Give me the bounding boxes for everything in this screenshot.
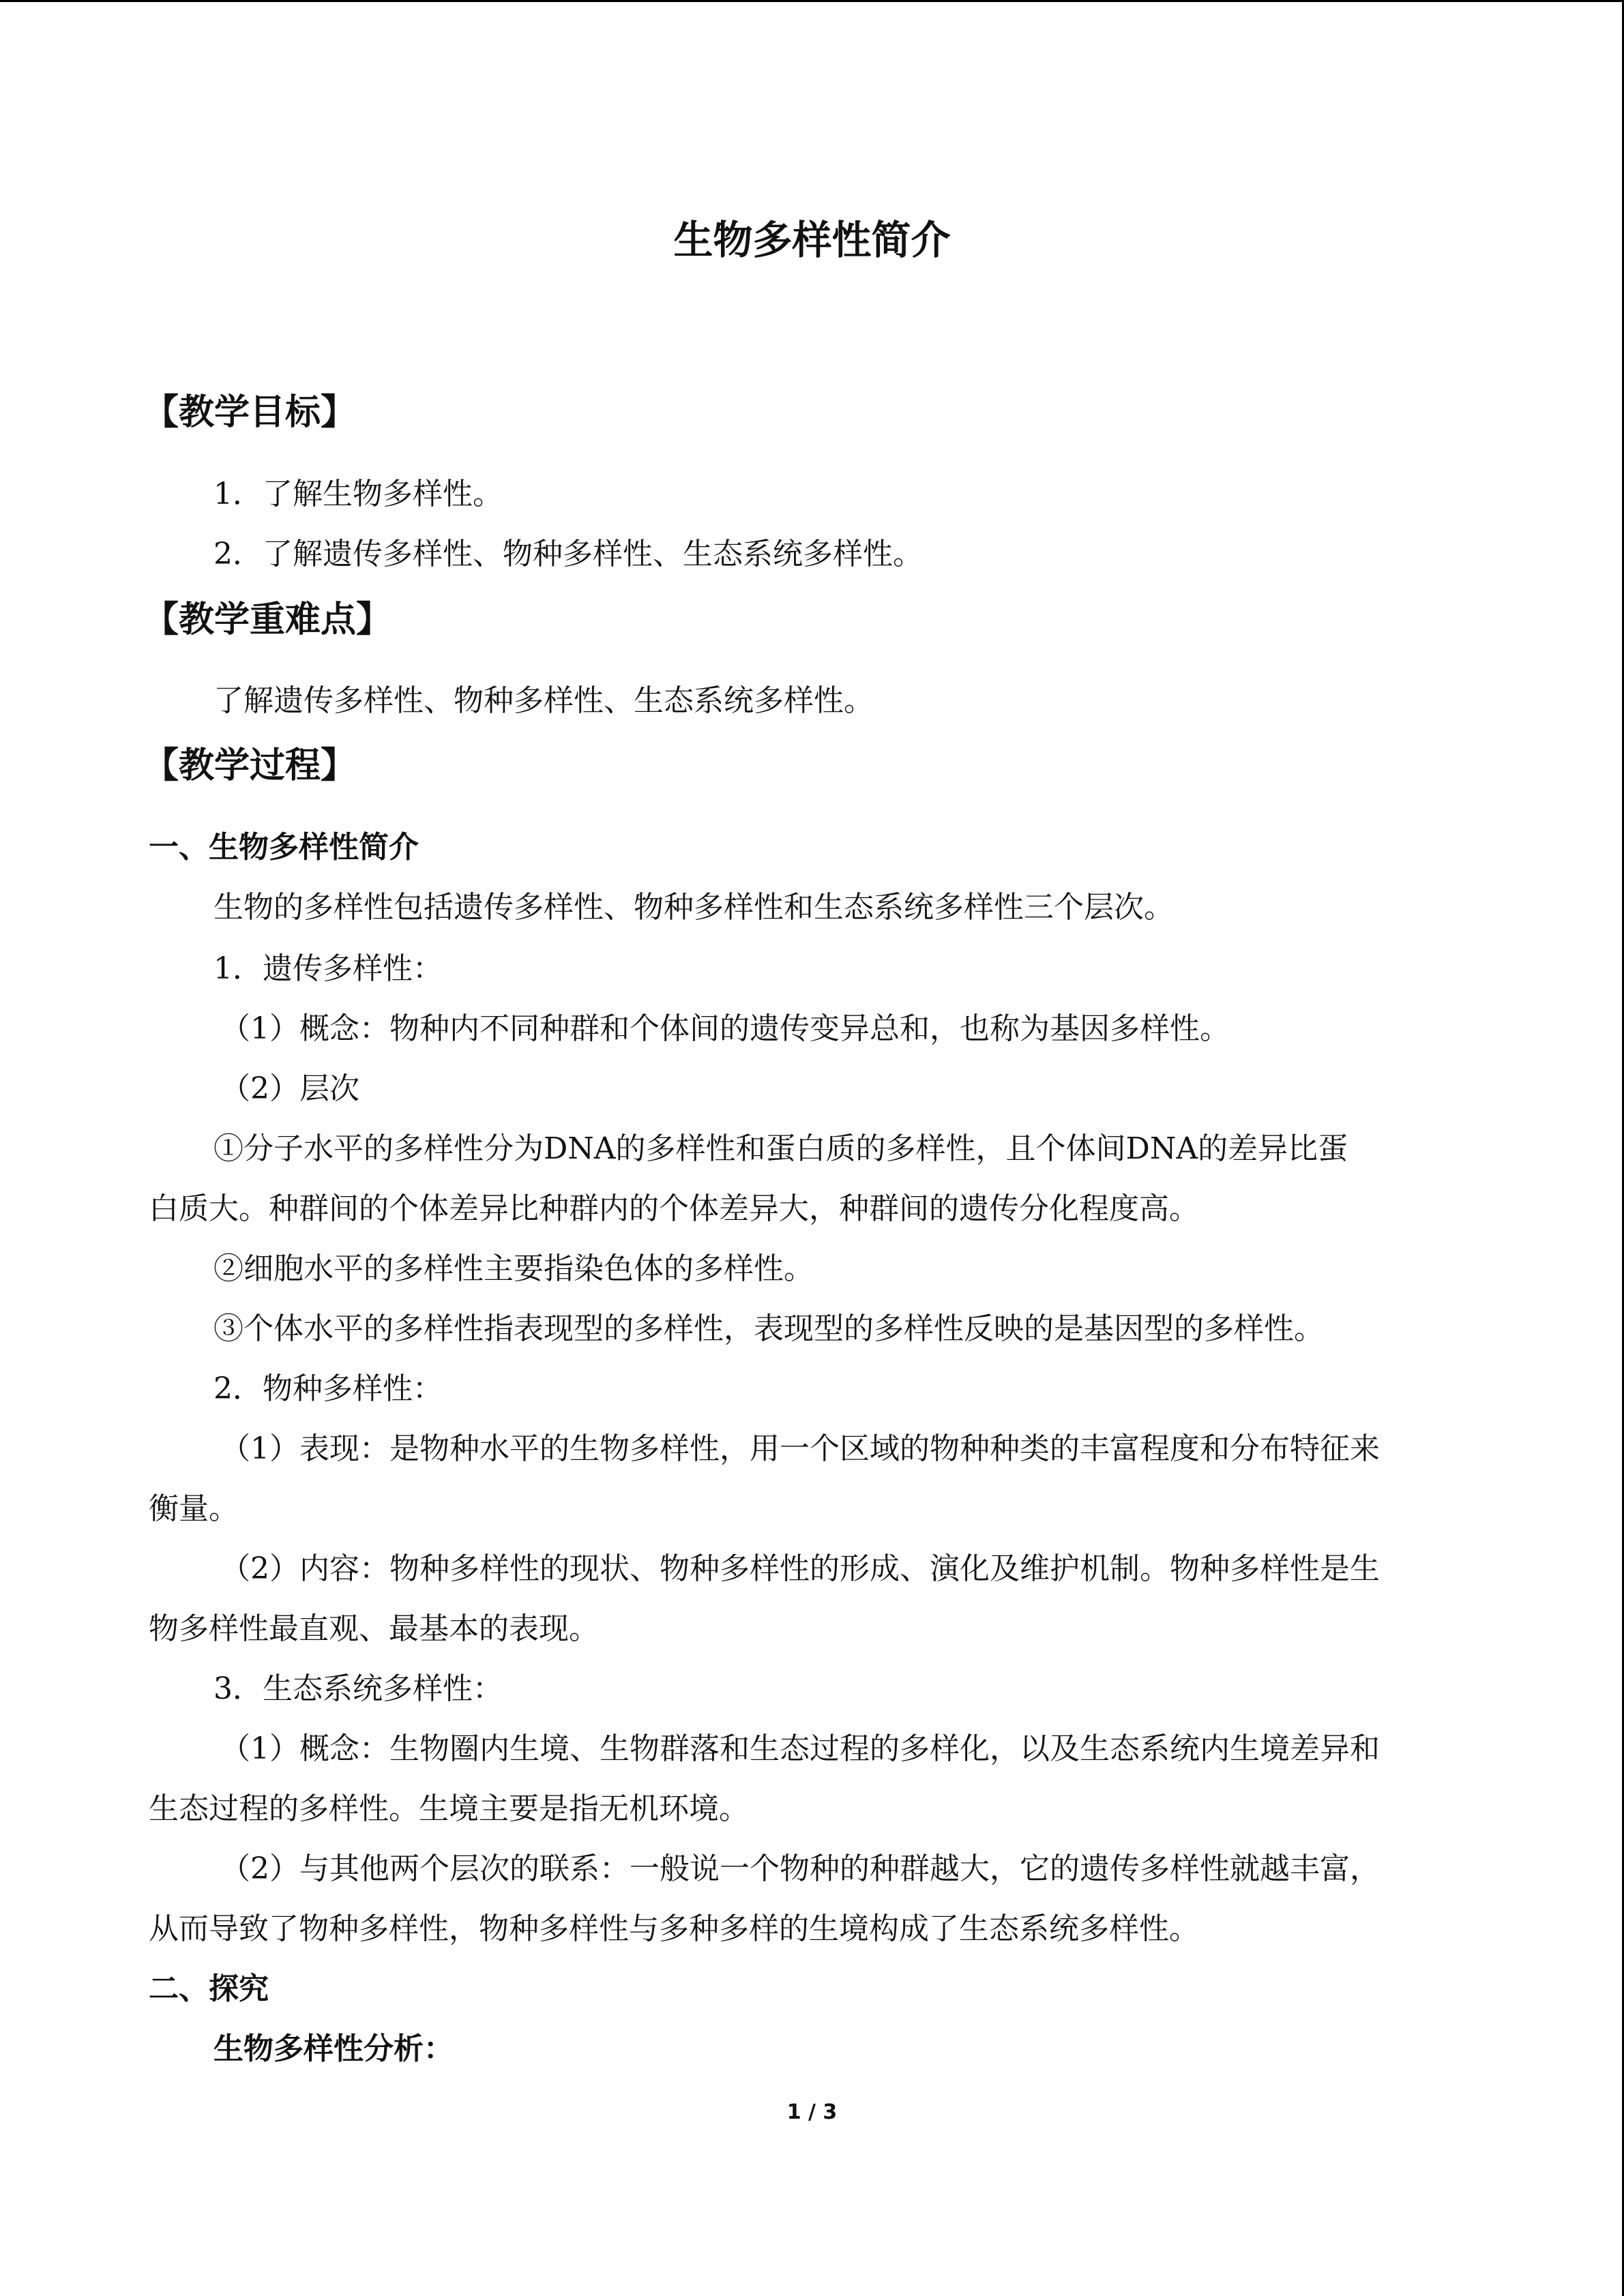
key-points-heading: 【教学重难点】 bbox=[143, 599, 392, 640]
paragraph-line: 3．生态系统多样性： bbox=[213, 1671, 503, 1706]
objectives-heading: 【教学目标】 bbox=[143, 391, 357, 433]
paragraph-line: 白质大。种群间的个体差异比种群内的个体差异大，种群间的遗传分化程度高。 bbox=[149, 1191, 1199, 1226]
paragraph-line: 生态过程的多样性。生境主要是指无机环境。 bbox=[149, 1791, 749, 1826]
key-points-text: 了解遗传多样性、物种多样性、生态系统多样性。 bbox=[213, 683, 874, 718]
part2-subheading: 生物多样性分析： bbox=[213, 2031, 454, 2066]
paragraph-line: （2）内容：物种多样性的现状、物种多样性的形成、演化及维护机制。物种多样性是生 bbox=[220, 1551, 1380, 1586]
paragraph-line: 2．物种多样性： bbox=[213, 1371, 443, 1406]
part1-heading: 一、生物多样性简介 bbox=[149, 830, 419, 865]
paragraph-line: （1）表现：是物种水平的生物多样性，用一个区域的物种种类的丰富程度和分布特征来 bbox=[220, 1431, 1380, 1466]
paragraph-line: 生物的多样性包括遗传多样性、物种多样性和生态系统多样性三个层次。 bbox=[213, 890, 1174, 925]
paragraph-line: （1）概念：物种内不同种群和个体间的遗传变异总和，也称为基因多样性。 bbox=[220, 1011, 1230, 1046]
paragraph-line: （2）与其他两个层次的联系：一般说一个物种的种群越大，它的遗传多样性就越丰富， bbox=[220, 1851, 1380, 1886]
paragraph-line: 1．遗传多样性： bbox=[213, 951, 443, 986]
page-top-border bbox=[0, 0, 1624, 2]
paragraph-line: 从而导致了物种多样性，物种多样性与多种多样的生境构成了生态系统多样性。 bbox=[149, 1911, 1199, 1946]
part2-heading: 二、探究 bbox=[149, 1971, 269, 2006]
paragraph-line: ②细胞水平的多样性主要指染色体的多样性。 bbox=[213, 1251, 814, 1286]
paragraph-line: （1）概念：生物圈内生境、生物群落和生态过程的多样化，以及生态系统内生境差异和 bbox=[220, 1731, 1380, 1766]
document-title: 生物多样性简介 bbox=[673, 217, 951, 263]
process-heading: 【教学过程】 bbox=[143, 745, 357, 786]
paragraph-line: （2）层次 bbox=[220, 1071, 359, 1106]
paragraph-line: ③个体水平的多样性指表现型的多样性，表现型的多样性反映的是基因型的多样性。 bbox=[213, 1311, 1324, 1346]
paragraph-line: 衡量。 bbox=[149, 1491, 239, 1526]
paragraph-line: ①分子水平的多样性分为DNA的多样性和蛋白质的多样性，且个体间DNA的差异比蛋 bbox=[213, 1131, 1348, 1166]
page-number: 1 / 3 bbox=[786, 2100, 838, 2124]
paragraph-line: 物多样性最直观、最基本的表现。 bbox=[149, 1611, 599, 1646]
objective-item: 2．了解遗传多样性、物种多样性、生态系统多样性。 bbox=[213, 537, 923, 571]
objective-item: 1．了解生物多样性。 bbox=[213, 477, 503, 511]
